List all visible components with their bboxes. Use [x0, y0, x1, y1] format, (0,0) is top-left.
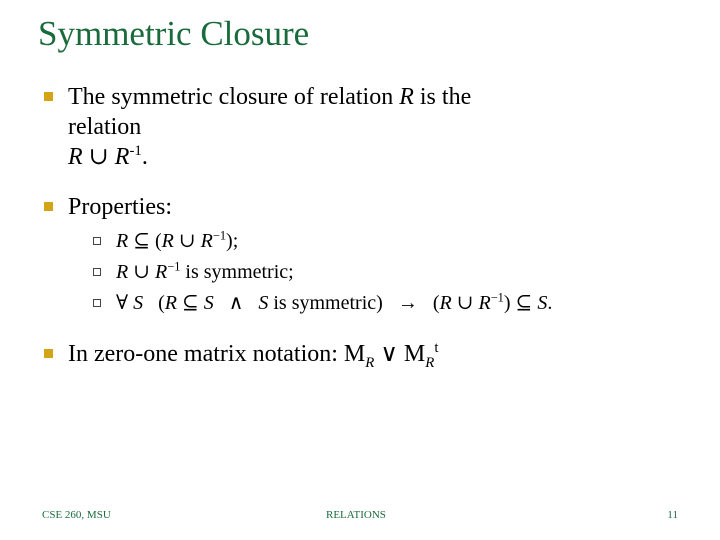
definition-text-b: is the — [413, 84, 472, 110]
union-symbol: ∪ — [133, 261, 150, 283]
var-r: R — [68, 144, 83, 170]
var-r: R — [399, 84, 414, 110]
matrix-text: In zero-one matrix notation: M — [68, 341, 366, 367]
square-bullet-icon — [44, 349, 53, 358]
forall-symbol: ∀ — [116, 292, 129, 314]
bullet-definition — [44, 82, 684, 172]
inverse-exponent: −1 — [167, 259, 181, 274]
var-r: R — [114, 144, 130, 170]
var-s: S — [258, 292, 269, 314]
implies-arrow: → — [397, 292, 418, 314]
sub-bullet-list — [68, 226, 684, 319]
inverse-exponent: −1 — [490, 290, 504, 305]
union-symbol: ∪ — [456, 292, 474, 314]
paren-close: ); — [226, 230, 239, 252]
matrix-subscript-r: R — [365, 354, 375, 371]
var-r: R — [478, 292, 491, 314]
paren-open: ( — [154, 230, 162, 252]
sub-bullet-smallest — [68, 288, 684, 319]
inverse-exponent: −1 — [212, 228, 227, 243]
var-r: R — [154, 261, 168, 283]
var-r: R — [200, 230, 213, 252]
properties-label: Properties: — [68, 194, 172, 220]
inverse-exponent: -1 — [129, 143, 142, 159]
subseteq-symbol: ⊆ — [515, 292, 533, 314]
hollow-square-bullet-icon — [93, 268, 101, 276]
definition-line2: relation — [68, 114, 142, 140]
period: . — [547, 292, 553, 314]
union-symbol: ∪ — [88, 144, 109, 170]
page-number: 11 — [667, 509, 678, 521]
period: . — [141, 144, 148, 170]
sub-bullet-subset — [68, 226, 684, 257]
var-s: S — [133, 292, 144, 314]
var-r: R — [164, 292, 177, 314]
bullet-properties — [44, 192, 684, 319]
paren-close: ) — [503, 292, 511, 314]
definition-text-a: The symmetric closure of relation — [68, 84, 400, 110]
footer-course: CSE 260, MSU — [42, 509, 111, 521]
matrix-subscript-r: R — [425, 354, 435, 371]
matrix-or: ∨ M — [374, 341, 426, 367]
paren-open: ( — [158, 292, 165, 314]
union-symbol: ∪ — [178, 230, 196, 252]
sub-bullet-symmetric — [68, 257, 684, 288]
hollow-square-bullet-icon — [93, 299, 101, 307]
var-s: S — [203, 292, 214, 314]
slide-title: Symmetric Closure — [38, 14, 310, 53]
hollow-square-bullet-icon — [93, 237, 101, 245]
square-bullet-icon — [44, 202, 53, 211]
var-r: R — [439, 292, 452, 314]
var-r: R — [116, 261, 129, 283]
var-r: R — [161, 230, 174, 252]
symmetric-text: is symmetric) — [268, 292, 383, 314]
var-r: R — [116, 230, 129, 252]
footer-topic: RELATIONS — [326, 509, 386, 521]
subseteq-symbol: ⊆ — [133, 230, 150, 252]
symmetric-text: is symmetric; — [180, 261, 294, 283]
transpose-superscript: t — [434, 340, 439, 356]
var-s: S — [537, 292, 548, 314]
bullet-list — [44, 82, 684, 369]
bullet-matrix — [44, 339, 684, 369]
paren-open: ( — [432, 292, 440, 314]
subseteq-symbol: ⊆ — [181, 292, 199, 314]
and-symbol: ∧ — [228, 292, 244, 314]
square-bullet-icon — [44, 92, 53, 101]
